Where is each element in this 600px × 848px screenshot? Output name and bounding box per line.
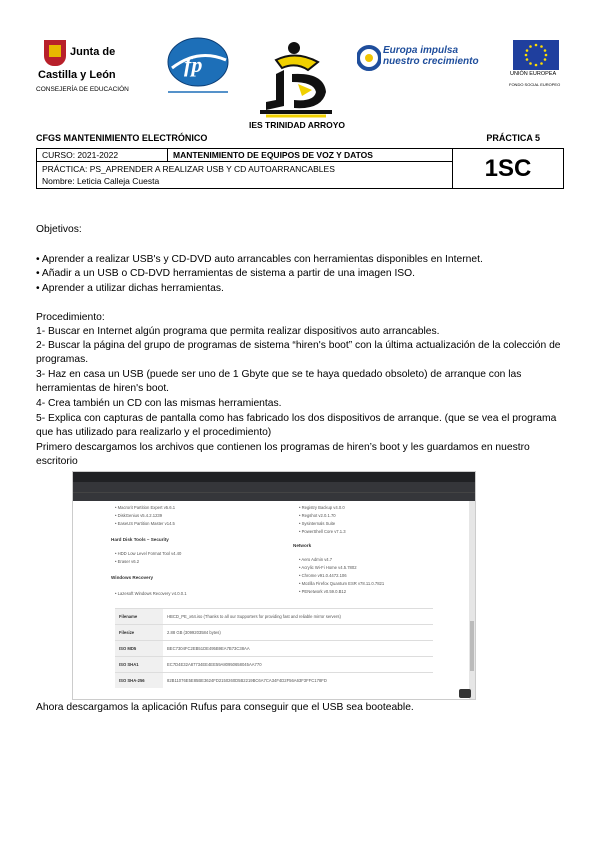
shot-row-key: Filesize [115,625,163,641]
shot-recovery-item: • Lazesoft Windows Recovery v4.0.0.1 [115,591,187,596]
shot-row-value: 2.88 GB (3099203584 bytes) [163,625,433,641]
procedure-step: 2- Buscar la página del grupo de programas de sistema “hiren's boot” con la última actualización de la colección de programas. [36,340,561,365]
eu-flag-icon [513,40,559,70]
eu-logo [508,40,566,90]
procedure-step: Primero descargamos los archivos que contienen los programas de hiren’s boot y les guardamos en nuestro escritorio [36,442,530,467]
europe-slogan: Europa impulsa nuestro crecimiento [383,45,479,67]
shot-row-value: BEC7304FC2EB51DE495B9EA7B73C38AA [163,641,433,657]
europe-swirl-icon [357,44,381,72]
shot-right-item: • Sysinternals Suite [299,521,336,526]
shot-right-item: • PowerShell Core v7.1.3 [299,529,346,534]
shot-left-item: • Macrorit Partition Expert v5.6.1 [115,505,176,510]
objective-item: • Aprender a utilizar dichas herramientas. [36,283,224,294]
shot-row-value: 82B11076E5E85BE3624FD2150260D5B2219BC6A7CA34F4D2F56A63F3FFC178FD [163,673,433,689]
jcyl-line2: Castilla y León [38,69,116,81]
jcyl-shield-icon [44,40,66,66]
shot-left-item: • DiskGenius v5.4.2.1239 [115,513,163,518]
student-name: Nombre: Leticia Calleja Cuesta [42,176,160,186]
procedure-step: 1- Buscar en Internet algún programa que permita realizar dispositivos auto arrancables. [36,326,440,337]
shot-hdd-item: • Eraser v6.2 [115,559,140,564]
europe-logo [357,44,493,80]
shot-hdd-item: • HDD Low Level Format Tool v4.40 [115,551,182,556]
cfgs-title: CFGS MANTENIMIENTO ELECTRÓNICO [36,133,208,143]
procedure-step: 4- Crea también un CD con las mismas herramientas. [36,398,282,409]
objective-item: • Añadir a un USB o CD-DVD herramientas de sistema a partir de una imagen ISO. [36,268,416,279]
procedure-heading: Procedimiento: [36,312,105,323]
ies-logo [236,40,358,130]
browser-screenshot [72,471,476,700]
shot-right-item: • Registry Backup v4.0.0 [299,505,345,510]
shot-network-item: • Acrylic Wi-Fi Home v4.5.7802 [299,565,357,570]
eu-fund: FONDO SOCIAL EUROPEO [509,82,561,87]
shot-network-item: • Mozilla Firefox Quantum ESR v78.11.0.7821 [299,581,385,586]
fp-logo [162,36,234,98]
after-screenshot-text: Ahora descargamos la aplicación Rufus para conseguir que el USB sea booteable. [36,702,414,713]
jcyl-line3: CONSEJERÍA DE EDUCACIÓN [36,86,129,93]
fp-logo-icon [162,36,234,98]
ies-name: IES TRINIDAD ARROYO [248,120,346,130]
objectives-heading: Objetivos: [36,224,82,235]
procedure-step: 5- Explica con capturas de pantalla como has fabricado los dos dispositivos de arranque. (que se vea el programa que has utilizado para realizarlo y el procedimiento) [36,413,557,438]
shot-row-key: ISO MD5 [115,641,163,657]
curso-cell: CURSO: 2021-2022 [37,149,168,162]
shot-network-item: • Chrome v91.0.4472.106 [299,573,347,578]
practice-number: PRÁCTICA 5 [486,133,540,143]
shot-row-value: HBCD_PE_x64.iso (Thanks to all our Supporters for providing fast and reliable mirror servers) [163,609,433,625]
procedure-step: 3- Haz en casa un USB (puede ser uno de 1 Gbyte que se te haya quedado obsoleto) de arranque con las herramientas de hiren's boot. [36,369,522,394]
module-cell: MANTENIMIENTO DE EQUIPOS DE VOZ Y DATOS [168,149,453,162]
shot-row-key: ISO SHA-256 [115,673,163,689]
practice-title: PRÁCTICA: PS_APRENDER A REALIZAR USB Y CD AUTOARRANCABLES [42,164,335,174]
shot-row-key: Filename [115,609,163,625]
shot-network-heading: Network [293,543,312,548]
shot-scrollbar [469,501,475,699]
eu-label: UNIÓN EUROPEA [510,71,557,77]
jcyl-logo [36,38,146,100]
course-info-table [36,148,564,189]
practice-cell [37,162,453,189]
browser-tab-bar [73,472,475,482]
browser-url-bar [73,482,475,492]
shot-hdd-heading: Hard Disk Tools – Security [111,537,169,542]
course-code: 1SC [453,149,564,189]
svg-text:fp: fp [184,52,203,77]
ies-logo-icon [236,40,358,120]
shot-network-item: • PENetwork v0.59.0.B12 [299,589,347,594]
course-bar [36,133,564,143]
shot-scroll-top-icon [459,689,471,698]
shot-right-item: • Regshot v2.0.1.70 [299,513,336,518]
shot-recovery-heading: Windows Recovery [111,575,154,580]
jcyl-line1: Junta de [70,46,116,58]
shot-row-value: EC7D4E32A87734EE4EE59A80950658045AA770 [163,657,433,673]
shot-file-table [115,608,433,688]
objective-item: • Aprender a realizar USB's y CD-DVD auto arrancables con herramientas disponibles en Internet. [36,254,483,265]
shot-network-item: • Aero Admin v4.7 [299,557,333,562]
shot-row-key: ISO SHA1 [115,657,163,673]
shot-left-item: • EaseUS Partition Master v14.5 [115,521,175,526]
